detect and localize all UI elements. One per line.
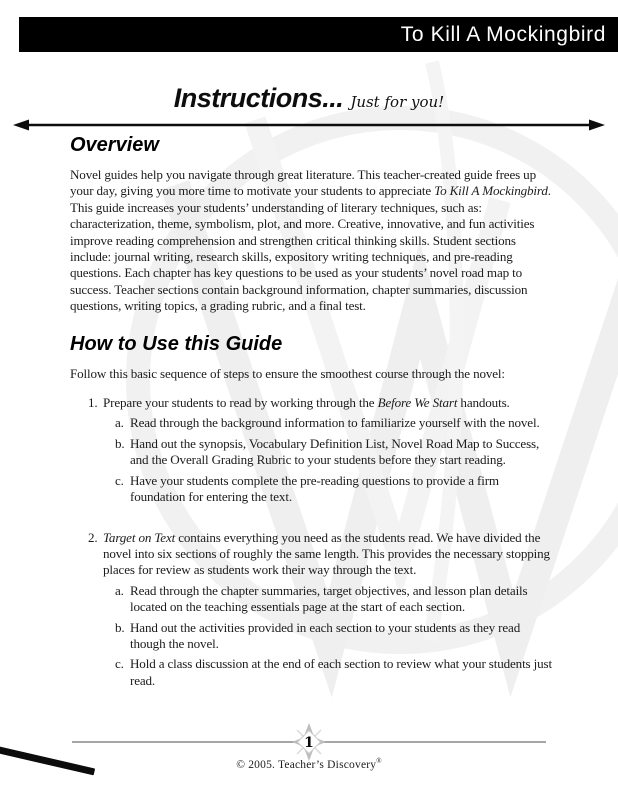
list-item-2 xyxy=(70,530,552,690)
sub-item-2b xyxy=(115,620,552,653)
sub-letter: a. xyxy=(115,582,124,598)
instructions-title: Instructions... xyxy=(173,83,344,113)
registered-mark: ® xyxy=(376,757,382,765)
overview-heading: Overview xyxy=(70,134,159,156)
sub-letter: b. xyxy=(115,435,125,451)
header-bar xyxy=(19,17,618,52)
book-title: To Kill A Mockingbird xyxy=(400,22,606,46)
sub-item-2c xyxy=(115,656,552,689)
sub-text: Read through the background information to familiarize yourself with the novel. xyxy=(130,415,540,431)
page-number: 1 xyxy=(304,735,314,751)
sub-letter: b. xyxy=(115,619,125,635)
howto-intro: Follow this basic sequence of steps to ensure the smoothest course through the novel: xyxy=(70,365,505,381)
step-number: 2. xyxy=(88,529,98,545)
copyright-text: © 2005. Teacher’s Discovery® xyxy=(236,757,382,771)
sub-item-1b xyxy=(115,436,552,469)
arrow-divider-icon xyxy=(13,118,605,132)
sub-text: Read through the chapter summaries, target objectives, and lesson plan details located on the teaching essentials page at the start of each section. xyxy=(130,582,528,615)
page-title xyxy=(0,83,618,114)
sub-text: Hand out the activities provided in each section to your students as they read though the novel. xyxy=(130,619,521,651)
compass-page-ornament xyxy=(291,723,327,761)
sub-item-2a xyxy=(115,583,552,616)
step-text: Target on Text contains everything you need as the students read. We have divided the novel into six sections of roughly the same length. This provides the necessary stopping places for review as students work their way through the text. xyxy=(103,529,550,578)
sub-item-1c xyxy=(115,473,552,506)
step-text: Prepare your students to read by working through the Before We Start handouts. xyxy=(103,395,510,411)
content-column xyxy=(70,134,552,689)
step-number: 1. xyxy=(88,395,98,411)
overview-paragraph: Novel guides help you navigate through great literature. This teacher-created guide frees up your day, giving you more time to motivate your students to appreciate To Kill A Mockingbird. This guide increases your students’ understanding of literary techniques, such as: characterization, theme, symbolism, plot, and more. Creative, innovative, and fun activities improve reading comprehension and strengthen critical thinking skills. Student sections include: journal writing, research skills, expository writing techniques, and pre-reading questions. Each chapter has key questions to be used as your students’ novel road map to success. Teacher sections contain background information, chapter summaries, discussion questions, writing topics, a grading rubric, and a final test. xyxy=(70,167,551,314)
sub-text: Hand out the synopsis, Vocabulary Definition List, Novel Road Map to Success, and the Overall Grading Rubric to your students before they start reading. xyxy=(130,435,540,468)
sub-letter: c. xyxy=(115,656,124,672)
howto-heading: How to Use this Guide xyxy=(70,332,283,355)
sub-text: Have your students complete the pre-reading questions to provide a firm foundation for entering the text. xyxy=(130,472,499,505)
list-item-1 xyxy=(70,395,552,505)
sub-letter: a. xyxy=(115,415,124,431)
sub-text: Hold a class discussion at the end of each section to review what your students just read. xyxy=(130,656,552,688)
instructions-tagline: Just for you! xyxy=(350,93,445,111)
sub-item-1a xyxy=(115,415,552,431)
sub-letter: c. xyxy=(115,472,124,488)
